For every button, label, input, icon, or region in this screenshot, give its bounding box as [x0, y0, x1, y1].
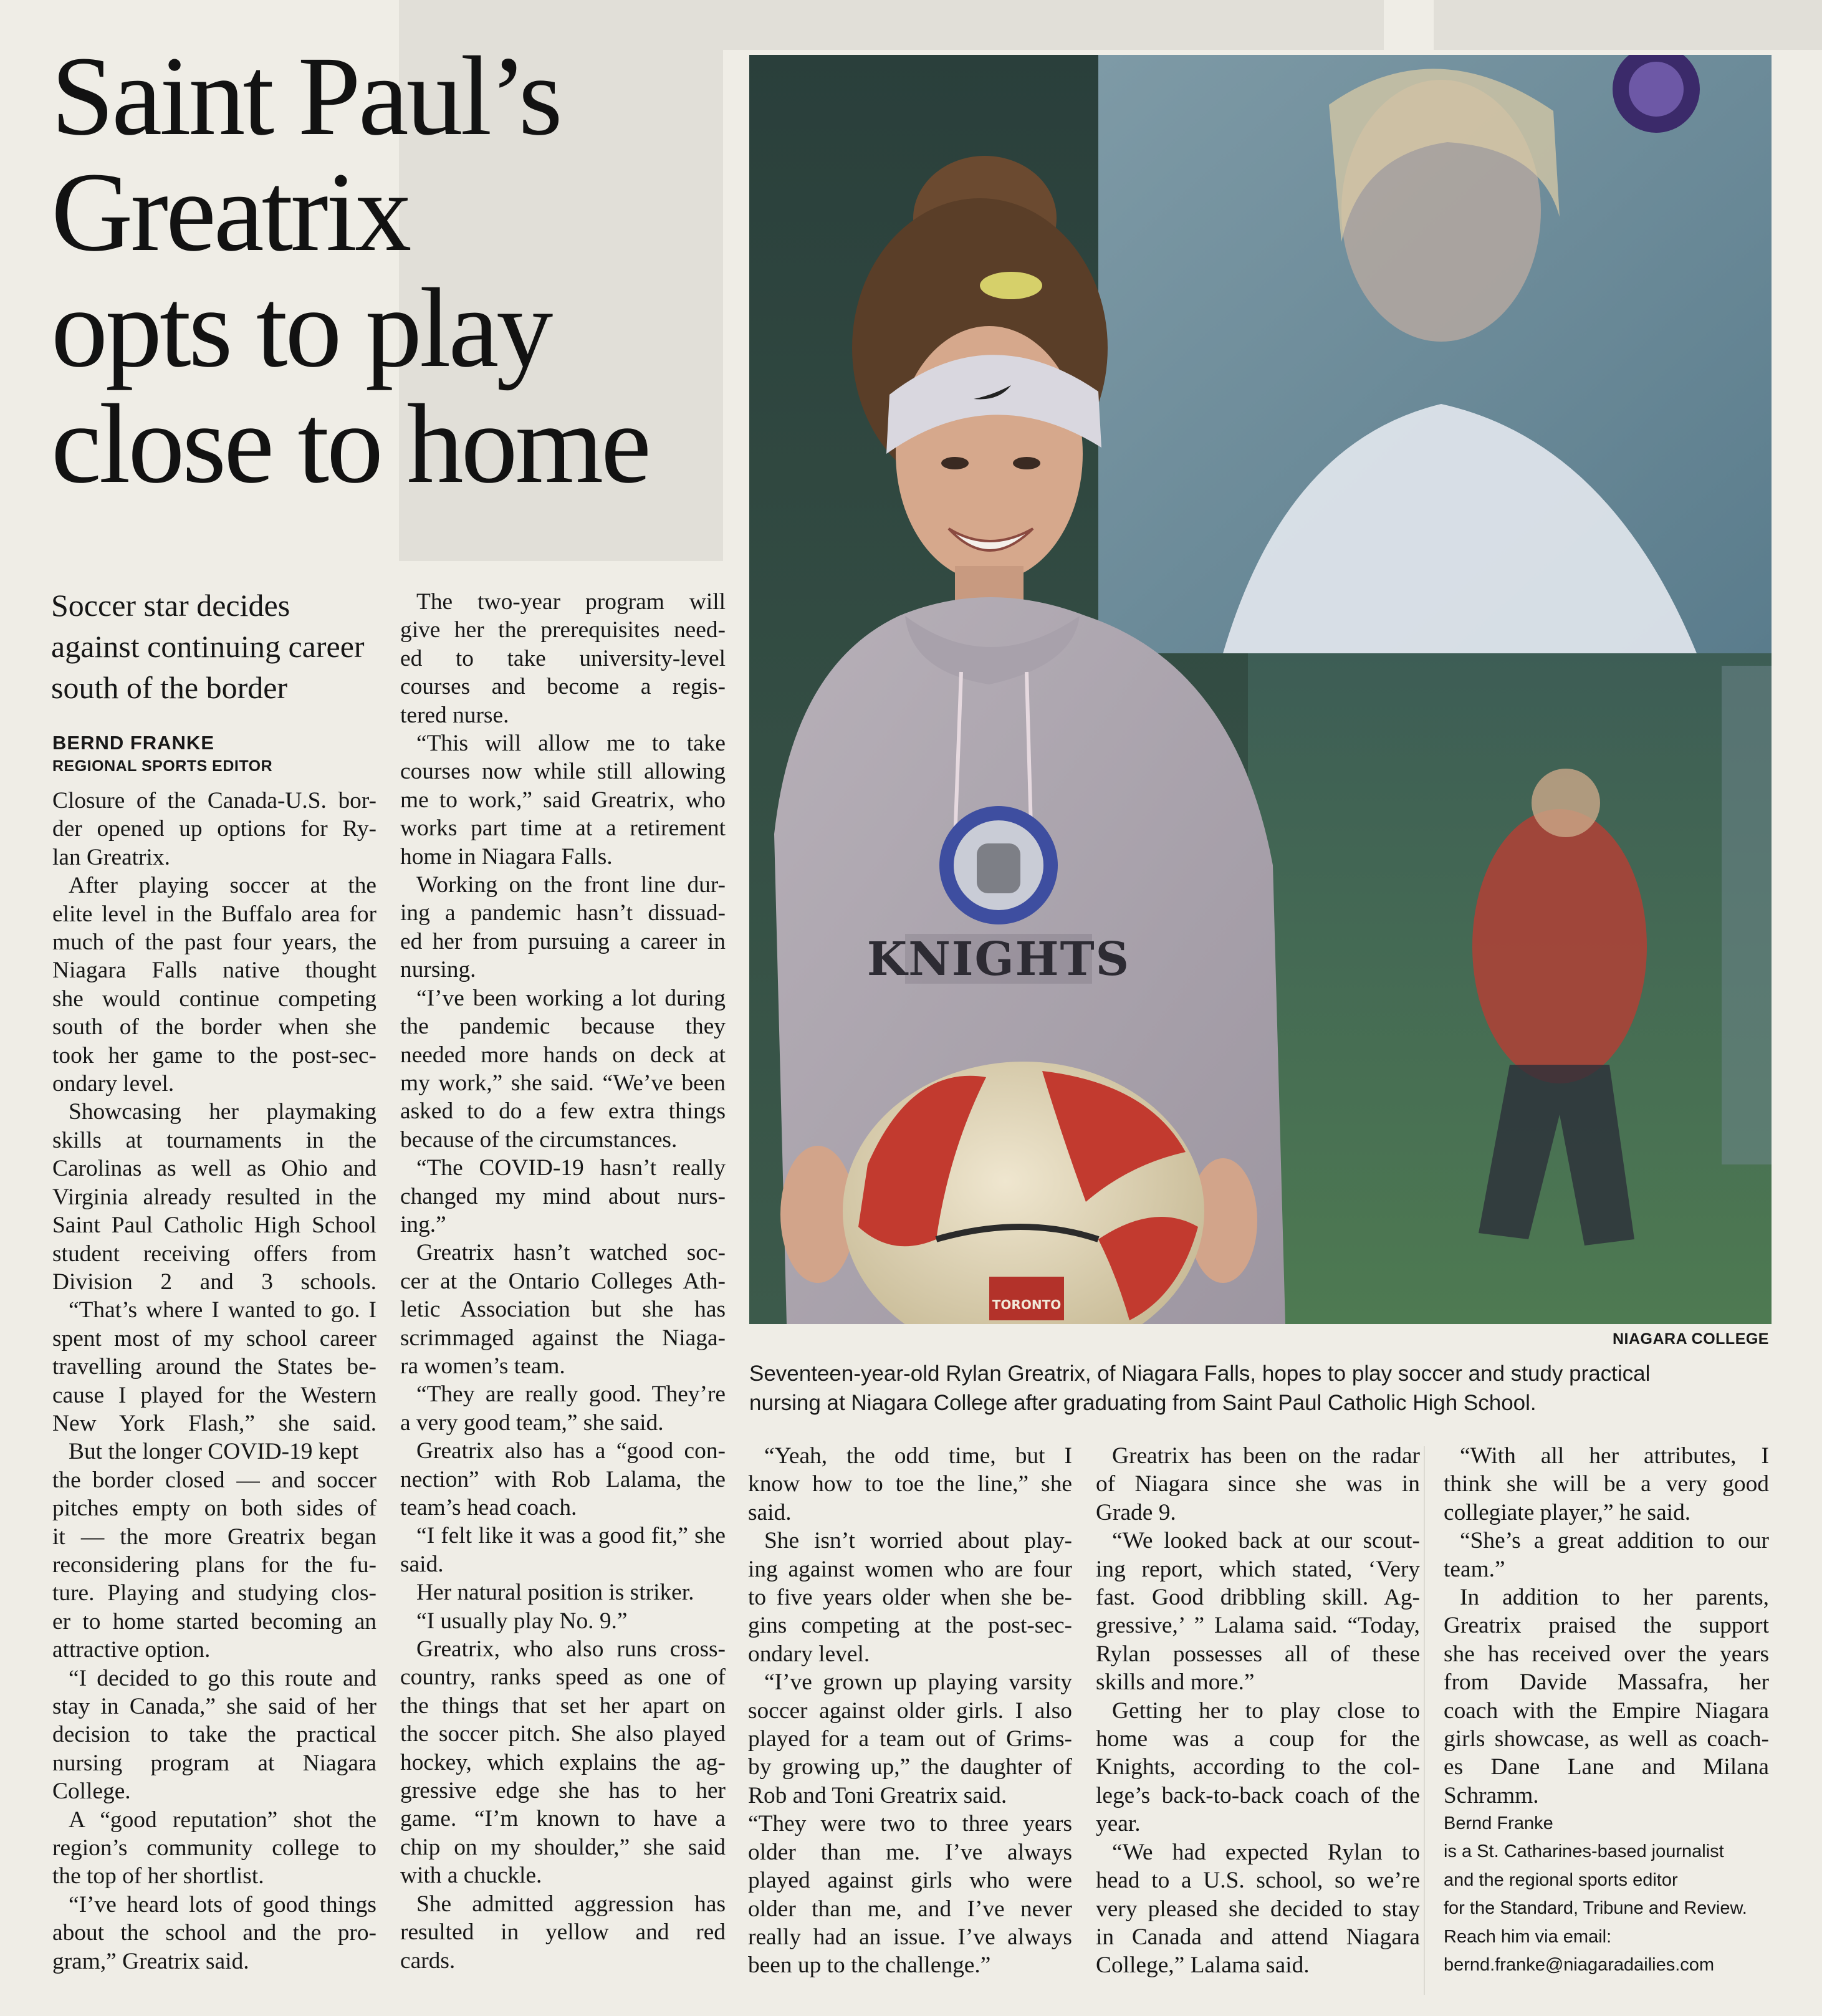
article-line: “That’s where I wanted to go. I [69, 1297, 376, 1323]
article-line: the pandemic because they [400, 1014, 726, 1040]
article-column-2 [400, 588, 726, 1975]
author-bio-line: Reach him via email: [1444, 1926, 1612, 1947]
article-line: Rob and Toni Greatrix said. [748, 1782, 1007, 1808]
article-column-3 [748, 1442, 1072, 1980]
article-line: year. [1096, 1811, 1141, 1837]
article-column-1 [52, 787, 376, 1975]
article-line: Greatrix praised the support [1444, 1613, 1769, 1639]
article-line: skills at tournaments in the [52, 1127, 376, 1153]
article-line: home was a coup for the [1096, 1726, 1420, 1752]
article-line: New York Flash,” she said. [52, 1410, 376, 1436]
article-line: south of the border when she [52, 1014, 376, 1040]
article-line: chip on my shoulder,” she said [400, 1834, 726, 1860]
article-line: student receiving offers from [52, 1241, 376, 1267]
article-line: nursing. [400, 957, 476, 983]
article-line: er to home started becoming an [52, 1608, 376, 1634]
article-line: head to a U.S. school, so we’re [1096, 1868, 1420, 1894]
article-line: “I decided to go this route and [69, 1665, 376, 1691]
article-line: said. [400, 1551, 444, 1577]
article-line: ing report, which stated, ‘Very [1096, 1556, 1420, 1582]
article-line: ra women’s team. [400, 1353, 565, 1379]
article-line: gressive edge she has to her [400, 1778, 726, 1804]
article-line: “The COVID-19 hasn’t really [416, 1155, 726, 1181]
article-line: game. “I’m known to have a [400, 1806, 726, 1832]
article-column-4 [1096, 1442, 1420, 1980]
byline [52, 731, 389, 777]
article-line: in Canada and attend Niagara [1096, 1924, 1420, 1950]
subheadline-line: Soccer star decides [51, 588, 290, 623]
article-line: Working on the front line dur- [416, 872, 726, 898]
article-line: hockey, which explains the ag- [400, 1749, 726, 1775]
article-line: took her game to the post-sec- [52, 1042, 376, 1068]
article-line: Closure of the Canada-U.S. bor- [52, 788, 376, 814]
article-line: Greatrix also has a “good con- [416, 1438, 726, 1464]
article-line: Greatrix hasn’t watched soc- [416, 1240, 726, 1266]
article-line: about the school and the pro- [52, 1920, 376, 1946]
article-line: “This will allow me to take [416, 731, 726, 757]
article-line: decision to take the practical [52, 1722, 376, 1748]
author-bio [1444, 1810, 1769, 1979]
article-line: Greatrix has been on the radar [1112, 1443, 1420, 1469]
article-line: Getting her to play close to [1112, 1697, 1420, 1724]
article-line: ed her from pursuing a career in [400, 928, 726, 954]
headline [51, 34, 737, 507]
article-line: soccer against older girls. I also [748, 1697, 1072, 1724]
article-line: “They are really good. They’re [416, 1381, 726, 1408]
article-line: reconsidering plans for the fu- [52, 1552, 376, 1578]
feature-photo [749, 55, 1772, 1324]
article-line: much of the past four years, the [52, 929, 376, 956]
article-line: stay in Canada,” she said of her [52, 1694, 376, 1719]
article-line: “I’ve grown up playing varsity [764, 1669, 1072, 1696]
adjacent-column-right [1434, 0, 1822, 50]
article-line: works part time at a retirement [400, 815, 726, 842]
article-line: with a chuckle. [400, 1863, 542, 1889]
article-line: Carolinas as well as Ohio and [52, 1156, 376, 1182]
article-line: a very good team,” she said. [400, 1409, 664, 1436]
article-line: Grade 9. [1096, 1499, 1176, 1525]
article-line: In addition to her parents, [1460, 1585, 1769, 1611]
article-line: skills and more.” [1096, 1669, 1255, 1696]
author-bio-line: and the regional sports editor [1444, 1870, 1678, 1890]
article-line: collegiate player,” he said. [1444, 1499, 1691, 1525]
article-line: “With all her attributes, I [1460, 1443, 1769, 1469]
article-line: ture. Playing and studying clos- [52, 1580, 376, 1606]
article-line: College. [52, 1778, 131, 1805]
author-bio-line: for the Standard, Tribune and Review. [1444, 1898, 1747, 1919]
article-line: fast. Good dribbling skill. Ag- [1096, 1585, 1420, 1611]
article-line: of Niagara since she was in [1096, 1471, 1420, 1497]
article-line: She isn’t worried about play- [764, 1528, 1072, 1554]
article-line: lege’s back-to-back coach of the [1096, 1782, 1420, 1808]
article-line: older than me, and I’ve never [748, 1896, 1072, 1922]
article-line: scrimmaged against the Niaga- [400, 1325, 726, 1351]
article-line: “They were two to three years [748, 1811, 1072, 1837]
column-rule [1424, 1446, 1425, 1995]
article-line: changed my mind about nurs- [400, 1183, 726, 1209]
article-line: courses now while still allowing [400, 759, 726, 785]
article-line: needed more hands on deck at [400, 1042, 726, 1068]
article-line: spent most of my school career [52, 1325, 376, 1351]
article-line: asked to do a few extra things [400, 1098, 726, 1125]
subheadline-line: against continuing career [51, 629, 365, 664]
article-line: letic Association but she has [400, 1297, 726, 1323]
article-line: Rylan possesses all of these [1096, 1641, 1420, 1667]
article-line: der opened up options for Ry- [52, 816, 376, 842]
article-line: said. [748, 1499, 792, 1525]
article-line: by growing up,” the daughter of [748, 1754, 1072, 1780]
article-line: my work,” she said. “We’ve been [400, 1070, 726, 1096]
article-line: because of the circumstances. [400, 1126, 678, 1153]
article-line: After playing soccer at the [69, 873, 376, 899]
article-line: attractive option. [52, 1637, 211, 1663]
article-line: team’s head coach. [400, 1495, 577, 1520]
article-line: me to work,” said Greatrix, who [400, 787, 726, 813]
article-line: The two-year program will [416, 589, 726, 615]
article-line: “We looked back at our scout- [1112, 1528, 1420, 1554]
article-line: she has received over the years [1444, 1641, 1769, 1667]
article-line: “I felt like it was a good fit,” she [416, 1523, 726, 1549]
article-line: the things that set her apart on [400, 1692, 726, 1719]
article-line: Showcasing her playmaking [69, 1099, 376, 1125]
article-line: elite level in the Buffalo area for [52, 901, 376, 927]
article-line: girls showcase, as well as coach- [1444, 1726, 1769, 1752]
adjacent-column-top [723, 0, 1384, 50]
article-line: “I’ve been working a lot during [416, 985, 726, 1011]
article-line: give her the prerequisites need- [400, 617, 726, 643]
article-line: ing a pandemic hasn’t dissuad- [400, 900, 726, 926]
author-email: bernd.franke@niagaradailies.com [1444, 1955, 1715, 1975]
article-line: courses and become a regis- [400, 674, 726, 700]
article-line: “I usually play No. 9.” [416, 1608, 628, 1634]
article-line: know how to toe the line,” she [748, 1471, 1072, 1497]
article-line: lan Greatrix. [52, 844, 170, 870]
article-line: really had an issue. I’ve always [748, 1924, 1072, 1950]
caption-line: Seventeen-year-old Rylan Greatrix, of Niagara Falls, hopes to play soccer and study practical [749, 1361, 1651, 1386]
article-line: team.” [1444, 1556, 1505, 1582]
article-line: ondary level. [748, 1641, 870, 1667]
caption-line: nursing at Niagara College after graduating from Saint Paul Catholic High School. [749, 1391, 1537, 1415]
hoodie-text: KNIGHTS [866, 933, 1131, 986]
article-line: nursing program at Niagara [52, 1750, 376, 1776]
article-line: Knights, according to the col- [1096, 1754, 1420, 1780]
article-line: country, ranks speed as one of [400, 1664, 726, 1691]
article-line: to five years older when she be- [748, 1585, 1072, 1611]
screen-player-red [1472, 809, 1647, 1083]
article-line: it — the more Greatrix began [52, 1524, 376, 1550]
article-line: been up to the challenge.” [748, 1952, 991, 1979]
article-line: the soccer pitch. She also played [400, 1721, 726, 1747]
byline-role: REGIONAL SPORTS EDITOR [52, 757, 273, 775]
article-line: nection” with Rob Lalama, the [400, 1466, 726, 1492]
article-line: tered nurse. [400, 702, 509, 728]
article-line: gram,” Greatrix said. [52, 1948, 249, 1974]
article-line: she would continue competing [52, 986, 376, 1012]
author-bio-line: is a St. Catharines-based journalist [1444, 1841, 1724, 1862]
article-line: from Davide Massafra, her [1444, 1669, 1769, 1696]
author-bio-line: Bernd Franke [1444, 1813, 1553, 1833]
headline-line: opts to play [51, 266, 551, 391]
article-line: ondary level. [52, 1071, 175, 1097]
article-line: es Dane Lane and Milana [1444, 1754, 1769, 1780]
article-line: But the longer COVID-19 kept [69, 1439, 359, 1465]
headline-line: Saint Paul’s [51, 34, 560, 159]
article-line: played against girls who were [748, 1868, 1072, 1894]
article-line: travelling around the States be- [52, 1354, 376, 1380]
article-line: “We had expected Rylan to [1112, 1839, 1420, 1865]
article-line: Saint Paul Catholic High School [52, 1212, 376, 1239]
article-line: gins competing at the post-sec- [748, 1613, 1072, 1639]
article-line: ed to take university-level [400, 645, 726, 671]
byline-name: BERND FRANKE [52, 732, 214, 754]
headline-line: close to home [51, 382, 649, 507]
article-line: cards. [400, 1947, 456, 1974]
article-column-5 [1444, 1442, 1769, 1810]
article-line: ing.” [400, 1211, 446, 1237]
article-line: She admitted aggression has [416, 1891, 726, 1917]
photo-caption [749, 1359, 1778, 1418]
scrunchie [980, 272, 1042, 299]
article-line: “She’s a great addition to our [1460, 1528, 1769, 1554]
subheadline [51, 585, 388, 708]
article-line: A “good reputation” shot the [69, 1807, 376, 1833]
article-line: the border closed — and soccer [52, 1467, 376, 1493]
article-line: the top of her shortlist. [52, 1863, 264, 1889]
article-line: coach with the Empire Niagara [1444, 1697, 1769, 1724]
photo-credit: NIAGARA COLLEGE [1612, 1330, 1769, 1348]
headline-line: Greatrix [51, 150, 410, 275]
subheadline-line: south of the border [51, 670, 288, 705]
article-line: Her natural position is striker. [416, 1580, 694, 1606]
article-line: ing against women who are four [748, 1556, 1072, 1582]
article-line: Virginia already resulted in the [52, 1184, 376, 1210]
article-line: think she will be a very good [1444, 1471, 1769, 1497]
article-line: Division 2 and 3 schools. [52, 1269, 376, 1295]
article-line: cause I played for the Western [52, 1382, 376, 1408]
article-line: played for a team out of Grims- [748, 1726, 1072, 1752]
article-line: region’s community college to [52, 1835, 376, 1861]
ball-text: TORONTO [992, 1297, 1062, 1312]
article-line: Greatrix, who also runs cross- [416, 1636, 726, 1663]
article-line: “I’ve heard lots of good things [69, 1891, 376, 1918]
article-line: cer at the Ontario Colleges Ath- [400, 1268, 726, 1294]
article-line: home in Niagara Falls. [400, 843, 613, 870]
article-line: resulted in yellow and red [400, 1919, 726, 1946]
article-line: Niagara Falls native thought [52, 958, 376, 984]
article-line: older than me. I’ve always [748, 1839, 1072, 1865]
article-line: Schramm. [1444, 1782, 1539, 1808]
article-line: College,” Lalama said. [1096, 1952, 1310, 1979]
article-line: very pleased she decided to stay [1096, 1896, 1420, 1922]
article-line: gressive,’ ” Lalama said. “Today, [1096, 1613, 1420, 1639]
article-line: pitches empty on both sides of [52, 1495, 376, 1522]
article-line: “Yeah, the odd time, but I [764, 1443, 1072, 1469]
